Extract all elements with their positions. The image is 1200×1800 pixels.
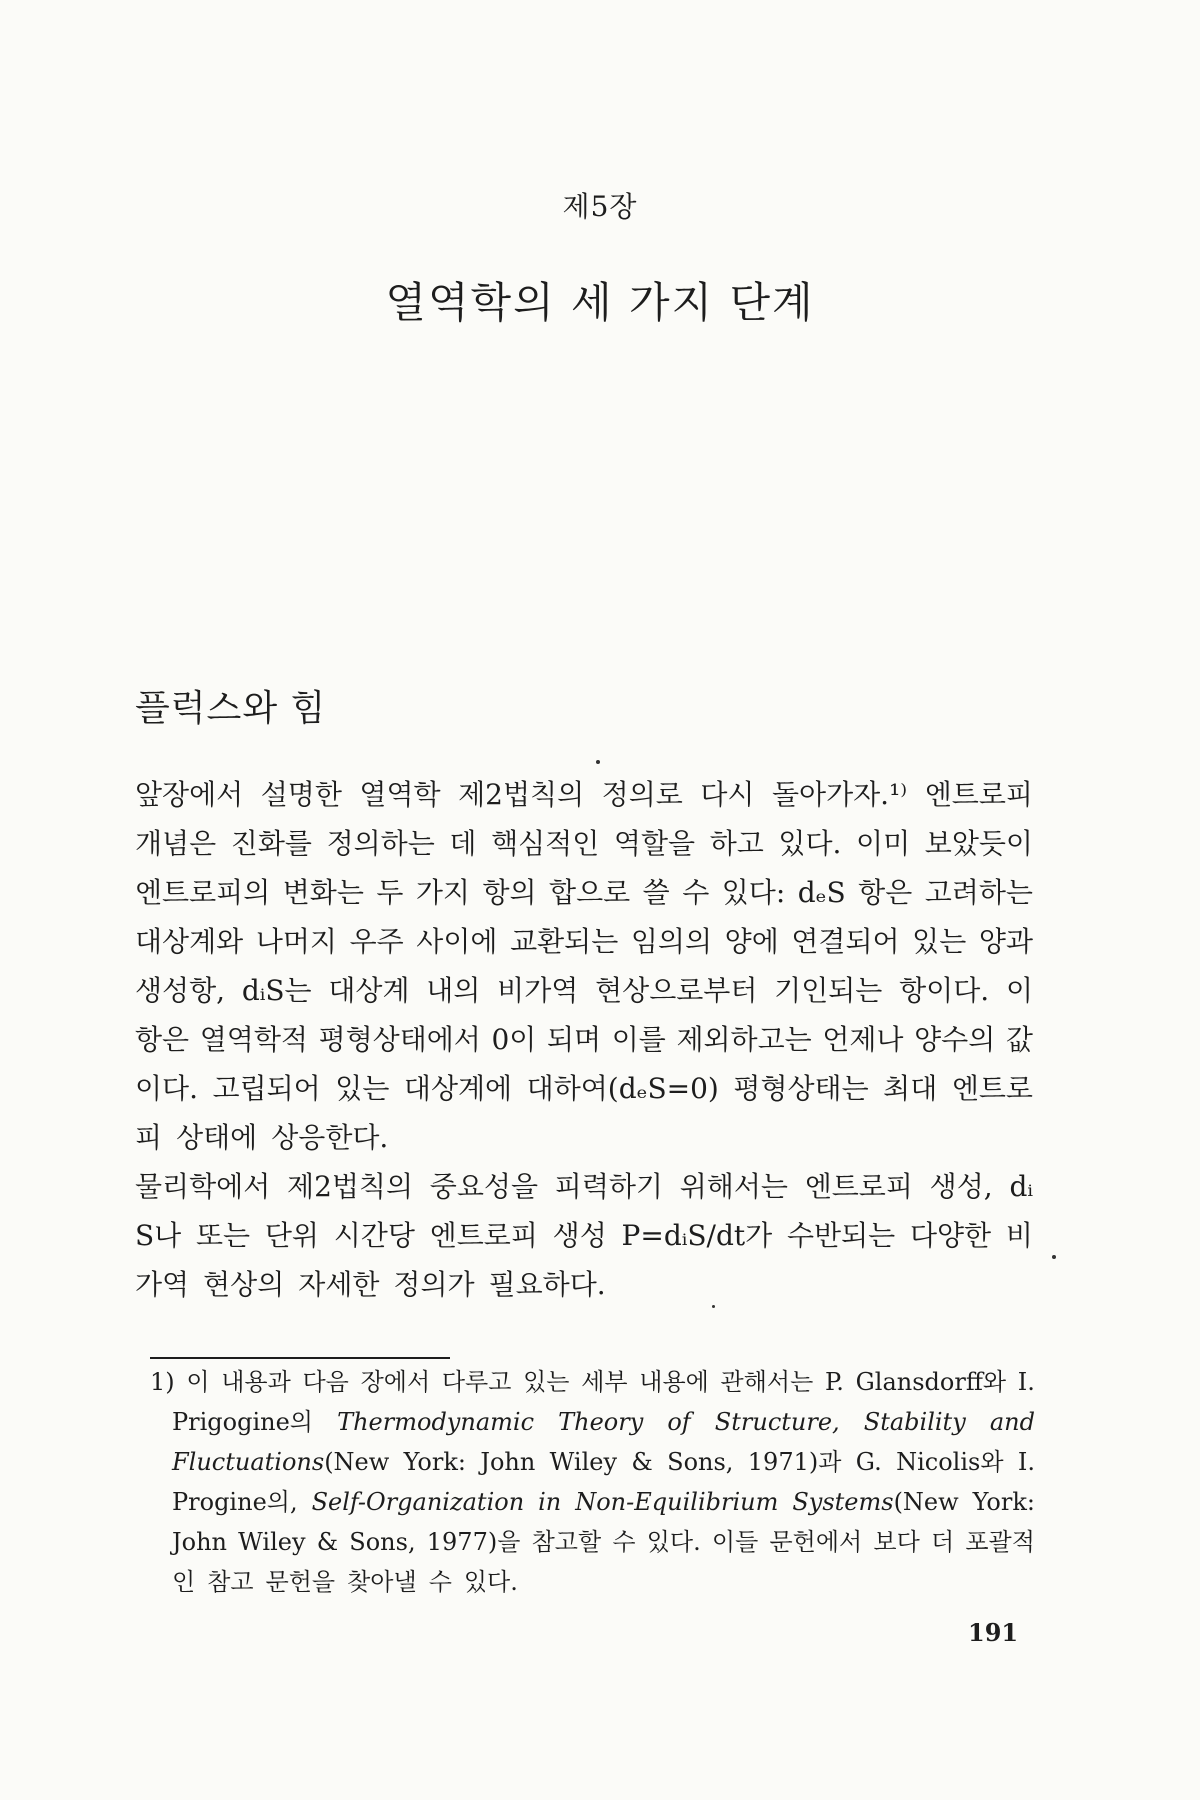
body-word: 설명한 xyxy=(260,778,342,811)
chapter-label: 제5장 xyxy=(562,190,638,223)
body-word: 양에 xyxy=(724,925,779,958)
footnote-word: Wiley xyxy=(549,1448,618,1476)
footnote-word: Sons, xyxy=(349,1528,416,1556)
footnote-word: 1971)과 xyxy=(747,1448,842,1476)
footnote-word: 관해서는 xyxy=(720,1368,814,1396)
footnote-word: Non-Equilibrium xyxy=(575,1488,779,1516)
footnote-word: 장에서 xyxy=(360,1368,431,1396)
body-word: 수 xyxy=(682,876,710,909)
body-word: 고려하는 xyxy=(924,876,1033,909)
footnote-word: John xyxy=(172,1528,227,1556)
body-word: dᵢ xyxy=(1009,1170,1033,1203)
footnote-word: 있다. xyxy=(646,1528,701,1556)
footnote-word: 수 xyxy=(428,1568,452,1596)
footnote-word: 이 xyxy=(186,1368,210,1396)
body-word: 항은 xyxy=(135,1023,190,1056)
body-word: 항은 xyxy=(858,876,913,909)
footnote-word: 참고 xyxy=(207,1568,254,1596)
body-word: 생성항, xyxy=(135,974,226,1007)
body-word: 이미 xyxy=(856,827,911,860)
body-line xyxy=(135,1211,1033,1260)
footnote-word: 있는 xyxy=(523,1368,570,1396)
footnote-line xyxy=(150,1482,1035,1522)
body-word: S나 xyxy=(135,1219,182,1252)
body-word: 언제나 xyxy=(822,1023,904,1056)
scan-speck xyxy=(1052,1255,1056,1259)
body-word: 돌아가자.¹⁾ xyxy=(771,778,908,811)
footnote-word: Stability xyxy=(863,1408,966,1436)
chapter-title: 열역학의 세 가지 단계 xyxy=(385,278,815,327)
body-line xyxy=(135,868,1033,917)
body-word: 대하여(dₑS=0) xyxy=(526,1072,719,1105)
body-word: 수반되는 xyxy=(786,1219,896,1252)
body-word: 우주 xyxy=(349,925,404,958)
body-word: 중요성을 xyxy=(429,1170,538,1203)
body-word: 자세한 xyxy=(298,1268,380,1301)
body-word: 상응한다. xyxy=(271,1121,389,1154)
section-title: 플럭스와 힘 xyxy=(135,688,327,729)
body-word: 비가역 xyxy=(497,974,579,1007)
body-word: 현상으로부터 xyxy=(595,974,758,1007)
body-word: 변화는 xyxy=(282,876,364,909)
footnote-word: Nicolis와 xyxy=(896,1448,1004,1476)
footnote-word: 세부 xyxy=(581,1368,628,1396)
body-word: 대상계에 xyxy=(403,1072,513,1105)
body-word: 두 xyxy=(376,876,404,909)
body-word: 진화를 xyxy=(230,827,312,860)
body-word: 있다. xyxy=(778,827,842,860)
body-word: 하고 xyxy=(709,827,764,860)
body-word: 있는 xyxy=(335,1072,390,1105)
footnote-word: I. xyxy=(1017,1368,1035,1396)
body-word: 되며 xyxy=(546,1023,602,1056)
footnote-line xyxy=(150,1402,1035,1442)
footnote-word: 다음 xyxy=(302,1368,349,1396)
body-word: 대상계 xyxy=(328,974,410,1007)
body-word: 엔트로피 xyxy=(924,778,1033,811)
body-word: 양과 xyxy=(978,925,1033,958)
body-word: 다양한 xyxy=(909,1219,992,1252)
body-word: 또는 xyxy=(196,1219,251,1252)
footnote-word: 참고할 xyxy=(531,1528,602,1556)
body-word: P=dᵢS/dt가 xyxy=(621,1219,773,1252)
footnote-word: 문헌에서 xyxy=(769,1528,863,1556)
body-line xyxy=(135,1015,1033,1064)
footnote-word: Thermodynamic xyxy=(337,1408,535,1436)
body-word: 제2법칙의 xyxy=(458,778,585,811)
body-word: 비 xyxy=(1005,1219,1033,1252)
footnote-word: 있다. xyxy=(463,1568,518,1596)
body-word: 양수의 xyxy=(914,1023,996,1056)
body-line xyxy=(135,770,1033,819)
footnote-line xyxy=(150,1562,1035,1602)
body-word: 정의가 xyxy=(393,1268,475,1301)
body-word: 열역학 xyxy=(359,778,441,811)
footnote-word: & xyxy=(631,1448,653,1476)
body-word: 이 xyxy=(1005,974,1033,1007)
footnotes xyxy=(150,1362,1035,1602)
body-word: 기인되는 xyxy=(774,974,883,1007)
body-word: 제2법칙의 xyxy=(287,1170,414,1203)
body-word: 제외하고는 xyxy=(676,1023,812,1056)
footnote-word: 내용과 xyxy=(221,1368,291,1396)
body-word: 쓸 xyxy=(642,876,670,909)
footnote-word: & xyxy=(316,1528,339,1556)
body-word: 엔트로피의 xyxy=(135,876,271,909)
body-word: 가역 xyxy=(135,1268,190,1301)
footnote-line xyxy=(150,1442,1035,1482)
footnote-line xyxy=(150,1522,1035,1562)
footnote-word: 찾아낼 xyxy=(347,1568,417,1596)
body-word: 열역학적 xyxy=(199,1023,308,1056)
body-word: 값 xyxy=(1005,1023,1033,1056)
footnote-line xyxy=(150,1362,1035,1402)
body-word: 항의 xyxy=(482,876,537,909)
body-word: 있다: xyxy=(721,876,786,909)
footnote-word: Theory xyxy=(558,1408,644,1436)
footnote-word: 더 xyxy=(930,1528,955,1556)
body-word: 이다. xyxy=(135,1072,198,1105)
body-word: 이를 xyxy=(611,1023,666,1056)
footnote-word: Glansdorff와 xyxy=(855,1368,1007,1396)
footnote-word: York: xyxy=(972,1488,1035,1516)
body-word: 생성 xyxy=(552,1219,607,1252)
footnote-word: Fluctuations(New xyxy=(172,1448,390,1476)
body-line xyxy=(135,1113,1033,1162)
body-word: 개념은 xyxy=(135,827,217,860)
body-text xyxy=(135,770,1033,1309)
footnote-word: Structure, xyxy=(714,1408,840,1436)
footnote-word: 이들 xyxy=(711,1528,759,1556)
footnote-word: 보다 xyxy=(873,1528,920,1556)
body-word: 피력하기 xyxy=(554,1170,663,1203)
body-word: 상태에 xyxy=(176,1121,258,1154)
footnote-word: 내용에 xyxy=(639,1368,709,1396)
body-word: 평형상태는 xyxy=(733,1072,869,1105)
body-line xyxy=(135,819,1033,868)
footnote-word: John xyxy=(480,1448,536,1476)
footnote-word: Self-Organization xyxy=(311,1488,525,1516)
footnote-word: 수 xyxy=(612,1528,636,1556)
body-word: 엔트로피 xyxy=(804,1170,913,1203)
body-word: 항이다. xyxy=(899,974,990,1007)
body-word: 최대 xyxy=(883,1072,938,1105)
page-number: 191 xyxy=(968,1618,1019,1647)
body-word: 임의의 xyxy=(630,925,713,958)
body-word: 고립되어 xyxy=(212,1072,321,1105)
footnote-word: 1) xyxy=(150,1368,175,1396)
body-word: 엔트로피 xyxy=(429,1219,538,1252)
body-word: 연결되어 xyxy=(791,925,900,958)
body-word: 정의하는 xyxy=(326,827,435,860)
footnote-word: and xyxy=(989,1408,1035,1436)
footnote-word: 인 xyxy=(172,1568,196,1596)
body-word: 핵심적인 xyxy=(491,827,600,860)
body-word: 위해서는 xyxy=(679,1170,788,1203)
footnote-word: Sons, xyxy=(667,1448,734,1476)
body-word: 사이에 xyxy=(416,925,498,958)
footnote-word: 포괄적 xyxy=(965,1528,1035,1556)
body-word: dₑS xyxy=(797,876,846,909)
scan-speck xyxy=(596,760,600,764)
body-word: 다시 xyxy=(700,778,755,811)
body-word: 시간당 xyxy=(333,1219,415,1252)
body-line xyxy=(135,917,1033,966)
footnote-word: Prigogine의 xyxy=(172,1408,313,1436)
body-word: 보았듯이 xyxy=(924,827,1033,860)
footnote-word: in xyxy=(538,1488,562,1516)
body-line xyxy=(135,1260,1033,1309)
body-word: 교환되는 xyxy=(510,925,619,958)
footnote-divider xyxy=(150,1357,450,1359)
body-word: 가지 xyxy=(415,876,470,909)
body-word: 0이 xyxy=(491,1023,537,1056)
footnote-word: 1977)을 xyxy=(426,1528,521,1556)
body-word: 대상계와 xyxy=(135,925,244,958)
body-word: 역할을 xyxy=(613,827,696,860)
body-line xyxy=(135,966,1033,1015)
footnote-word: 문헌을 xyxy=(265,1568,336,1596)
body-word: 내의 xyxy=(426,974,481,1007)
footnote-word: of xyxy=(667,1408,691,1436)
body-word: 정의로 xyxy=(601,778,683,811)
body-word: 단위 xyxy=(264,1219,319,1252)
footnote-word: York: xyxy=(403,1448,466,1476)
body-word: 합으로 xyxy=(549,876,631,909)
footnote-word: I. xyxy=(1017,1448,1035,1476)
body-line xyxy=(135,1064,1033,1113)
footnote-word: G. xyxy=(855,1448,882,1476)
body-word: 앞장에서 xyxy=(135,778,244,811)
footnote-word: Wiley xyxy=(238,1528,306,1556)
scan-speck xyxy=(712,1305,715,1308)
body-word: 현상의 xyxy=(203,1268,285,1301)
body-word: 생성, xyxy=(929,1170,993,1203)
body-word: 물리학에서 xyxy=(135,1170,271,1203)
footnote-word: 다루고 xyxy=(441,1368,512,1396)
body-word: dᵢS는 xyxy=(241,974,312,1007)
body-line xyxy=(135,1162,1033,1211)
body-word: 필요하다. xyxy=(488,1268,606,1301)
footnote-word: P. xyxy=(824,1368,844,1396)
body-word: 피 xyxy=(135,1121,163,1154)
body-word: 있는 xyxy=(912,925,967,958)
body-word: 나머지 xyxy=(255,925,337,958)
body-word: 엔트로 xyxy=(951,1072,1033,1105)
body-word: 데 xyxy=(449,827,477,860)
body-word: 평형상태에서 xyxy=(318,1023,481,1056)
footnote-word: Systems(New xyxy=(792,1488,959,1516)
footnote-word: Progine의, xyxy=(172,1488,298,1516)
